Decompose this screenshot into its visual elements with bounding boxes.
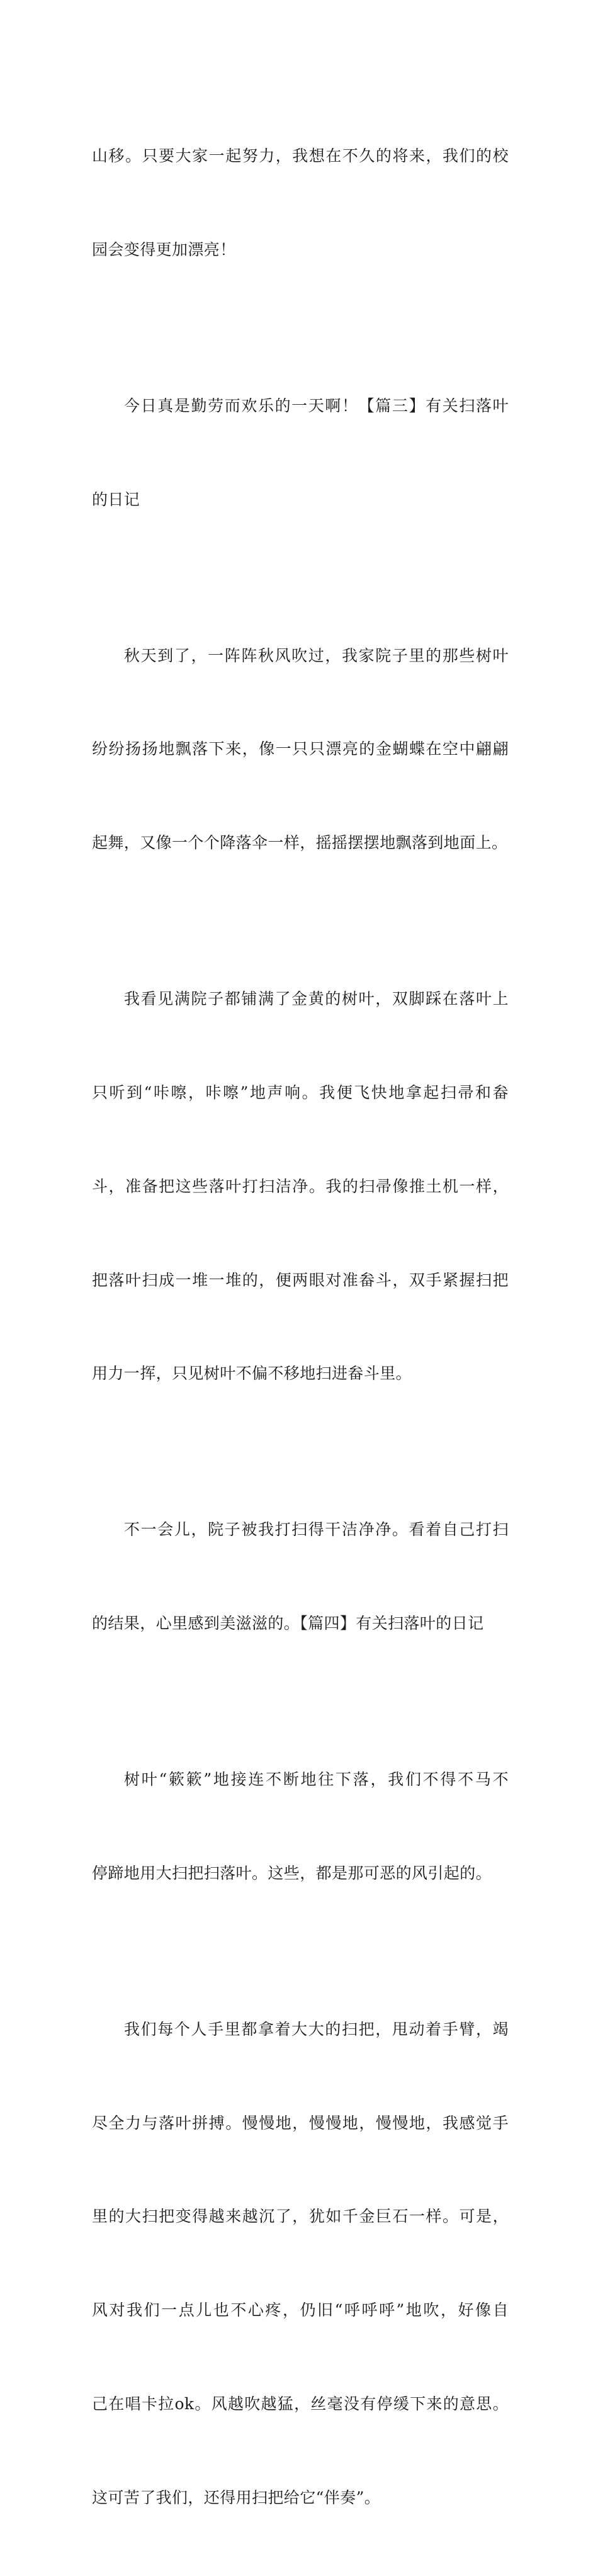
text-line: 风对我们一点儿也不心疼，仍旧“呼呼呼”地吹，好像自 <box>92 2301 509 2320</box>
text-line: 起舞，又像一个个降落伞一样，摇摇摆摆地飘落到地面上。 <box>92 833 508 852</box>
text-line: 秋天到了，一阵阵秋风吹过，我家院子里的那些树叶 <box>124 646 509 665</box>
text-line: 园会变得更加漂亮！ <box>92 240 236 259</box>
paragraph-3 <box>92 578 509 922</box>
text-line: 我们每个人手里都拿着大大的扫把，甩动着手臂，竭 <box>124 2020 509 2038</box>
text-line: 己在唱卡拉ok。风越吹越猛，丝毫没有停缓下来的意思。 <box>92 2394 509 2413</box>
text-line: 我看见满院子都铺满了金黄的树叶，双脚踩在落叶上 <box>124 990 509 1008</box>
text-line: 今日真是勤劳而欢乐的一天啊！【篇三】有关扫落叶 <box>124 396 509 415</box>
paragraph-2 <box>92 328 509 578</box>
text-line: 的日记 <box>92 490 140 509</box>
paragraph-5 <box>92 1452 509 1702</box>
text-line: 停蹄地用大扫把扫落叶。这些，都是那可恶的风引起的。 <box>92 1863 492 1882</box>
document-body <box>92 78 509 2576</box>
text-line: 里的大扫把变得越来越沉了，犹如千金巨石一样。可是， <box>92 2207 509 2226</box>
text-line: 尽全力与落叶拼搏。慢慢地，慢慢地，慢慢地，我感觉手 <box>92 2113 509 2132</box>
paragraph-1 <box>92 78 509 328</box>
text-line: 不一会儿，院子被我打扫得干洁净净。看着自己打扫 <box>124 1520 509 1539</box>
paragraph-7 <box>92 1952 509 2576</box>
text-line: 用力一挥，只见树叶不偏不移地扫进畚斗里。 <box>92 1364 412 1383</box>
text-line: 的结果，心里感到美滋滋的。【篇四】有关扫落叶的日记 <box>92 1614 484 1633</box>
paragraph-6 <box>92 1702 509 1952</box>
text-line: 树叶“簌簌”地接连不断地往下落，我们不得不马不 <box>124 1770 509 1789</box>
text-line: 斗，准备把这些落叶打扫洁净。我的扫帚像推土机一样， <box>92 1177 509 1195</box>
text-line: 把落叶扫成一堆一堆的，便两眼对准畚斗，双手紧握扫把 <box>92 1270 509 1289</box>
text-line: 这可苦了我们，还得用扫把给它“伴奏”。 <box>92 2488 381 2507</box>
text-line: 纷纷扬扬地飘落下来，像一只只漂亮的金蝴蝶在空中翩翩 <box>92 740 509 759</box>
text-line: 山移。只要大家一起努力，我想在不久的将来，我们的校 <box>92 147 509 166</box>
text-line: 只听到“咔嚓，咔嚓”地声响。我便飞快地拿起扫帚和畚 <box>92 1083 509 1102</box>
paragraph-4 <box>92 921 509 1452</box>
